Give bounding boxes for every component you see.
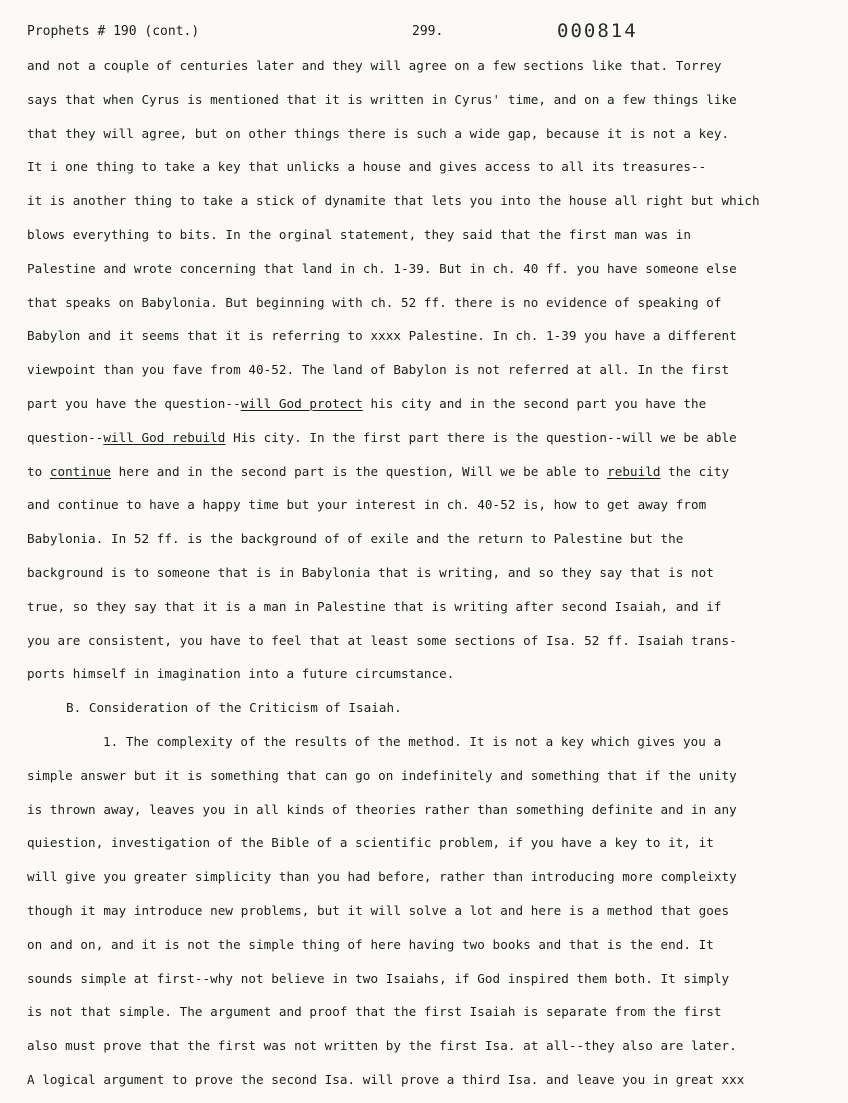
- text-line: is thrown away, leaves you in all kinds of theories rather than something definite and in any: [27, 801, 737, 817]
- text-line: that speaks on Babylonia. But beginning with ch. 52 ff. there is no evidence of speaking of: [27, 294, 722, 310]
- underlined-phrase: rebuild: [607, 463, 661, 479]
- text-line: and continue to have a happy time but your interest in ch. 40-52 is, how to get away from: [27, 497, 707, 513]
- text-line: though it may introduce new problems, but it will solve a lot and here is a method that goes: [27, 902, 730, 918]
- document-number: 000814: [557, 20, 638, 42]
- text-line: it is another thing to take a stick of dynamite that lets you into the house all right but which: [27, 193, 760, 209]
- text-line: you are consistent, you have to feel that at least some sections of Isa. 52 ff. Isaiah trans-: [27, 632, 737, 648]
- text-line: sounds simple at first--why not believe in two Isaiahs, if God inspired them both. It simply: [27, 970, 730, 986]
- line-segment: here and in the second part is the question, Will we be able to: [110, 463, 608, 479]
- header-title: Prophets # 190 (cont.): [27, 24, 200, 39]
- line-segment: part you have the question--: [27, 395, 241, 411]
- text-line: true, so they say that it is a man in Palestine that is writing after second Isaiah, and if: [27, 598, 722, 614]
- text-line: says that when Cyrus is mentioned that it is written in Cyrus' time, and on a few things like: [27, 91, 737, 107]
- text-line: on and on, and it is not the simple thing of here having two books and that is the end. It: [27, 936, 714, 952]
- text-line: that they will agree, but on other things there is such a wide gap, because it is not a key.: [27, 125, 730, 141]
- text-line: [27, 427, 827, 461]
- text-line: is not that simple. The argument and proof that the first Isaiah is separate from the first: [27, 1004, 722, 1020]
- text-line: quiestion, investigation of the Bible of a scientific problem, if you have a key to it, it: [27, 835, 714, 851]
- text-line: and not a couple of centuries later and they will agree on a few sections like that. Torrey: [27, 58, 722, 73]
- body-text: [27, 55, 827, 1103]
- text-line: Palestine and wrote concerning that land in ch. 1-39. But in ch. 40 ff. you have someone else: [27, 260, 737, 276]
- line-segment: His city. In the first part there is the question--will we be able: [225, 429, 737, 445]
- underlined-phrase: will God protect: [240, 395, 363, 411]
- text-line: simple answer but it is something that can go on indefinitely and something that if the unity: [27, 767, 737, 783]
- text-line: will give you greater simplicity than you had before, rather than introducing more compleixty: [27, 869, 737, 885]
- text-line: blows everything to bits. In the orginal statement, they said that the first man was in: [27, 226, 691, 242]
- line-segment: question--: [27, 429, 104, 445]
- text-line: viewpoint than you fave from 40-52. The land of Babylon is not referred at all. In the first: [27, 362, 730, 378]
- text-line: ports himself in imagination into a future circumstance.: [27, 666, 455, 682]
- text-line: Babylonia. In 52 ff. is the background of of exile and the return to Palestine but the: [27, 531, 684, 547]
- line-segment: his city and in the second part you have the: [362, 395, 707, 411]
- subsection-start: 1. The complexity of the results of the method. It is not a key which gives you a: [103, 733, 722, 749]
- line-segment: the city: [660, 463, 730, 479]
- text-line: also must prove that the first was not written by the first Isa. at all--they also are later.: [27, 1038, 737, 1054]
- line-segment: to: [27, 463, 50, 479]
- text-line: [27, 393, 827, 427]
- underlined-phrase: will God rebuild: [103, 429, 226, 445]
- page-number: 299.: [412, 24, 444, 39]
- page-header: [0, 20, 848, 48]
- text-line: background is to someone that is in Babylonia that is writing, and so they say that is not: [27, 564, 714, 580]
- underlined-phrase: continue: [49, 463, 111, 479]
- text-line: It i one thing to take a key that unlicks a house and gives access to all its treasures--: [27, 159, 707, 175]
- text-line: A logical argument to prove the second Isa. will prove a third Isa. and leave you in great xxx: [27, 1071, 745, 1087]
- text-line: [27, 461, 827, 495]
- section-heading: B. Consideration of the Criticism of Isaiah.: [66, 700, 402, 716]
- text-line: Babylon and it seems that it is referring to xxxx Palestine. In ch. 1-39 you have a different: [27, 328, 737, 344]
